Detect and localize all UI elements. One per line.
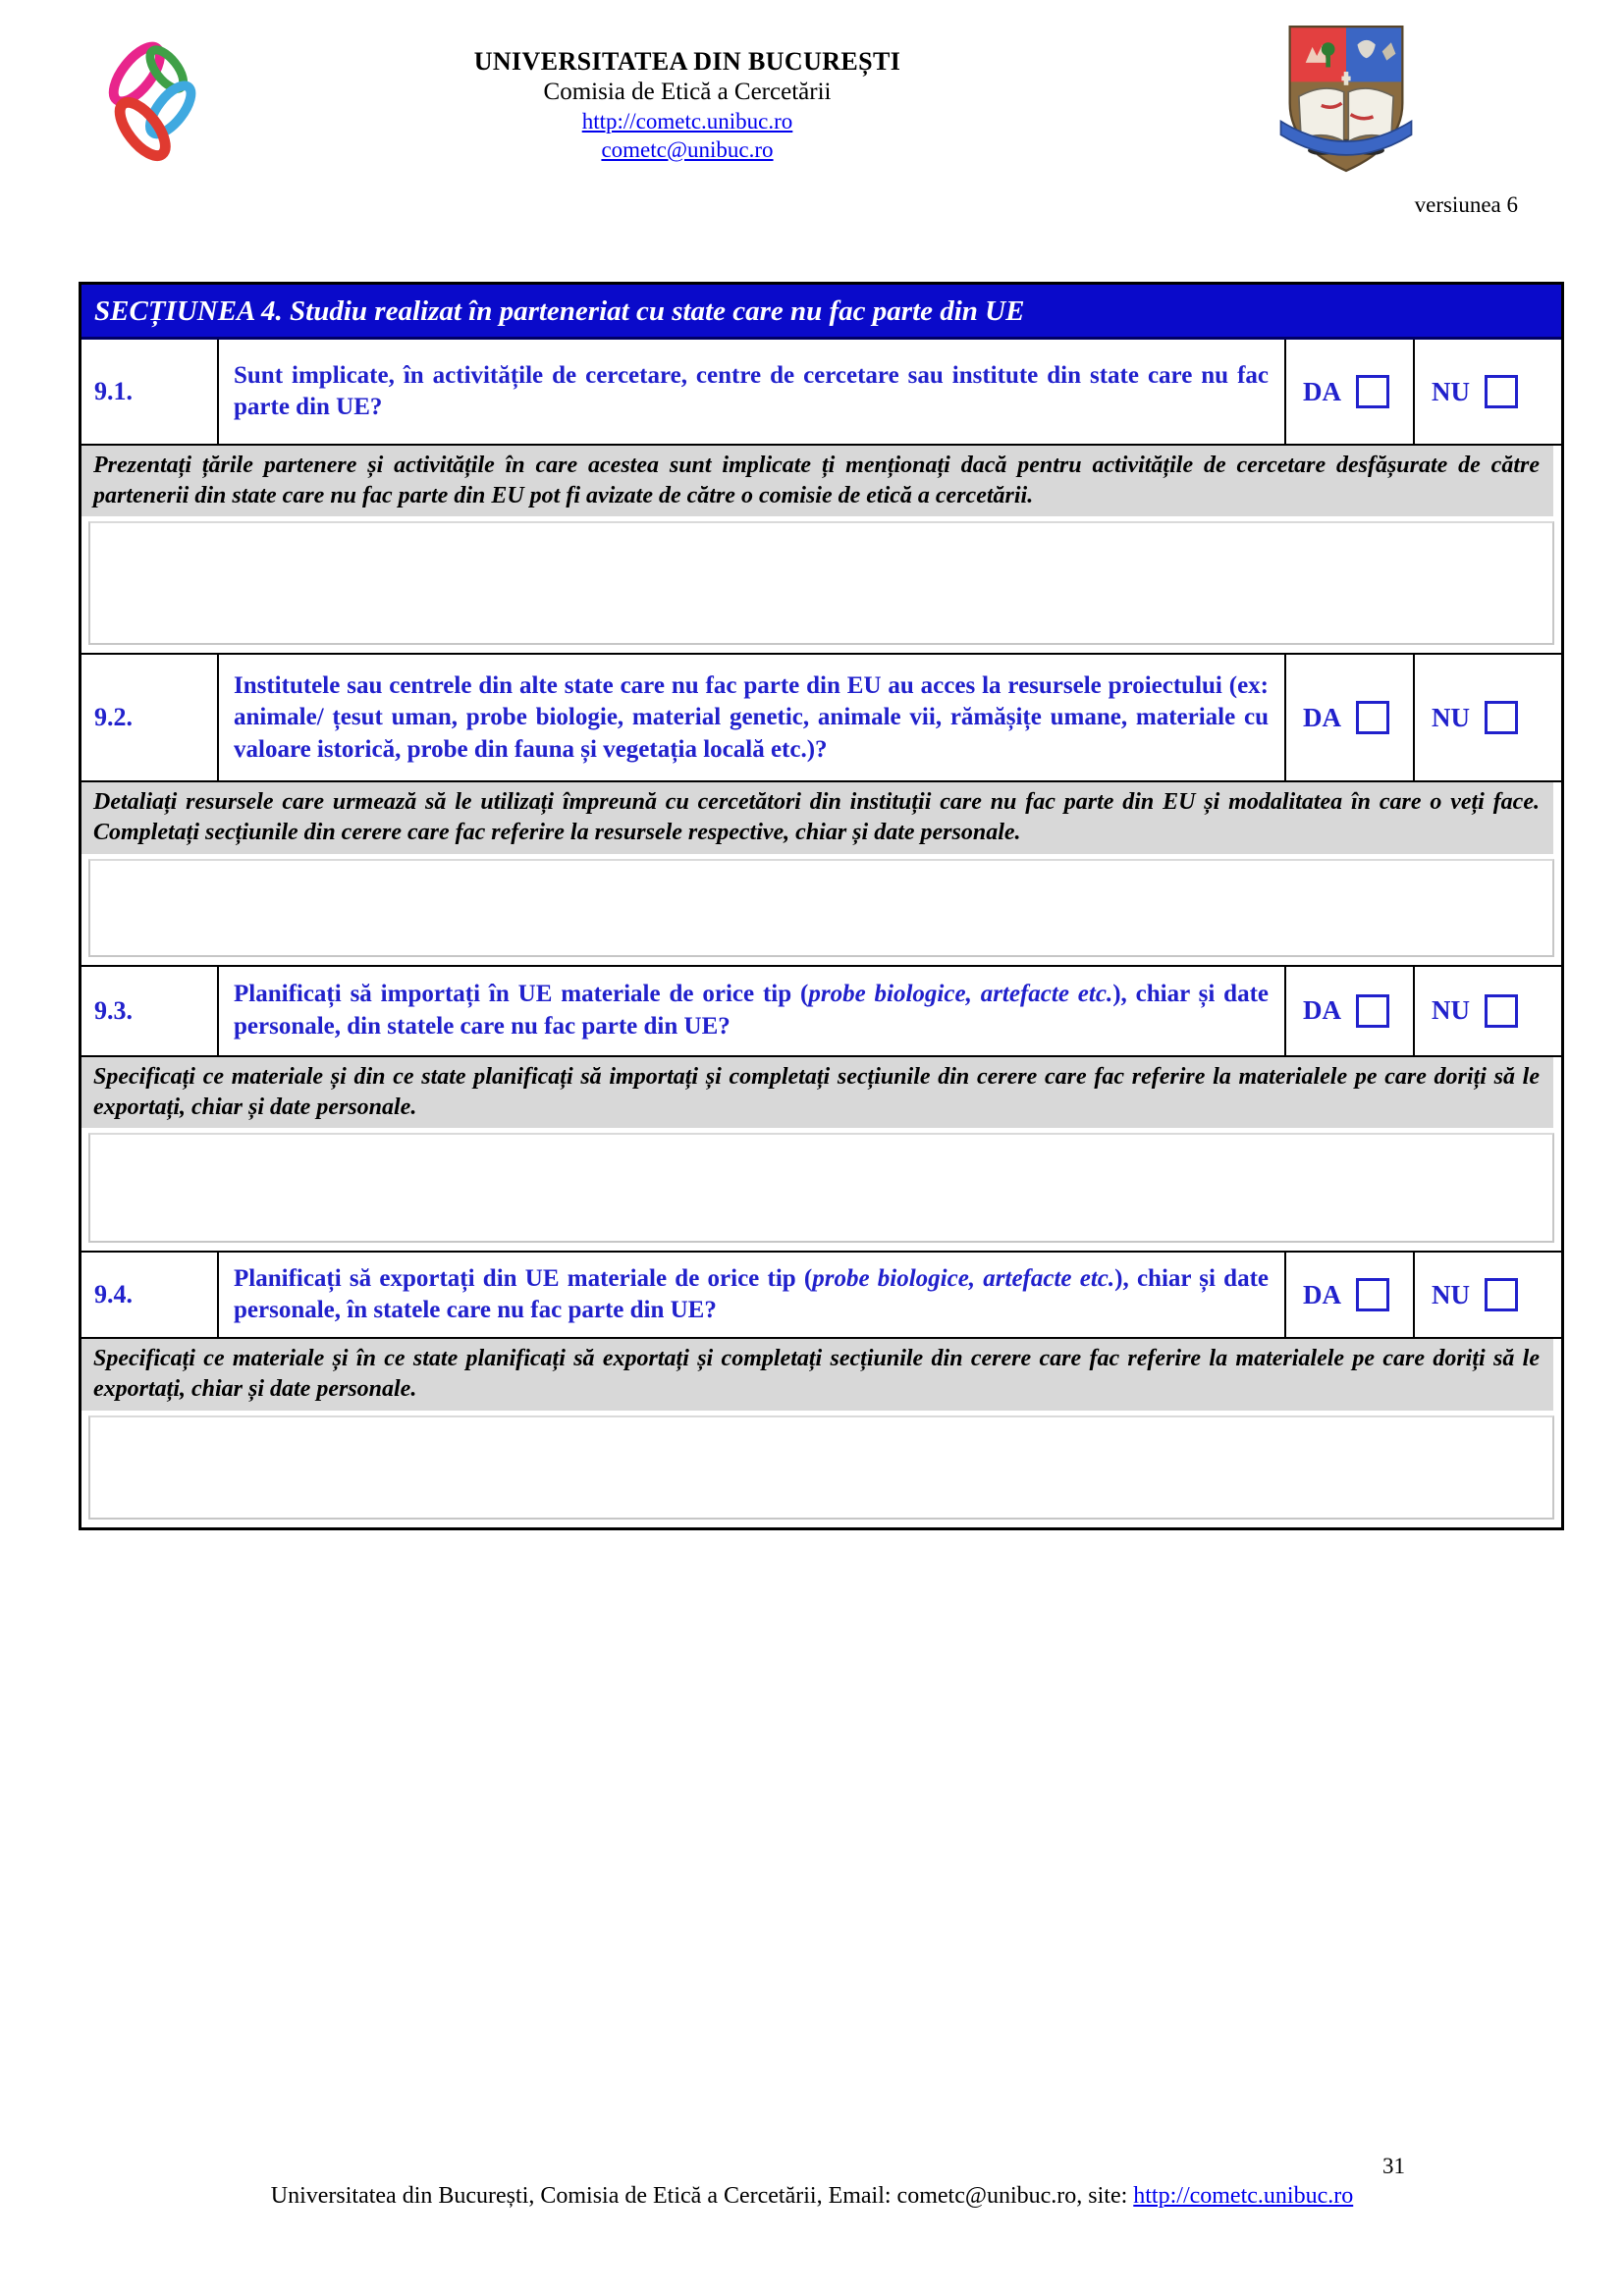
- instruction-9-4: Specificați ce materiale și în ce state planificați să exportați și completați secțiunile din cerere care fac referire la materialele pe care doriți să le exportați, chiar și date personale.: [81, 1339, 1561, 1413]
- q91-nu-checkbox[interactable]: [1485, 375, 1518, 408]
- answer-row-9-3: [81, 1131, 1561, 1251]
- da-label: DA: [1303, 995, 1341, 1026]
- footer-text: Universitatea din București, Comisia de Etică a Cercetării, Email: cometc@unibuc.ro, site:: [270, 2183, 1134, 2209]
- da-option: [1286, 655, 1413, 780]
- question-text: [219, 1253, 1286, 1337]
- nu-label: NU: [1432, 702, 1470, 732]
- q92-da-checkbox[interactable]: [1356, 701, 1389, 734]
- footer: [0, 2183, 1624, 2210]
- nu-option: [1413, 340, 1561, 444]
- q91-answer-box[interactable]: [88, 521, 1554, 645]
- header-titles: [363, 47, 1011, 163]
- website-link[interactable]: http://cometc.unibuc.ro: [581, 109, 793, 133]
- nu-label: NU: [1432, 376, 1470, 406]
- commission-name: Comisia de Etică a Cercetării: [543, 79, 832, 105]
- da-option: [1286, 967, 1413, 1055]
- question-text-italic: probe biologice, artefacte etc.: [812, 1264, 1115, 1292]
- question-text-part: ), chiar și date personale, din statele care nu fac parte din UE?: [234, 981, 1269, 1040]
- question-text-part: Institutele sau centrele din alte state care nu fac parte din EU au acces la resursele proiectului (ex: animale/ țesut uman, probe biologie, material genetic, animale vii, rămășițe umane, materiale cu valoare istorică, probe din fauna și vegetația locală etc.)?: [234, 671, 1269, 763]
- q92-answer-box[interactable]: [88, 859, 1554, 957]
- question-number: 9.2.: [81, 655, 219, 780]
- da-label: DA: [1303, 702, 1341, 732]
- da-option: [1286, 1253, 1413, 1337]
- section-title: SECȚIUNEA 4. Studiu realizat în parteneriat cu state care nu fac parte din UE: [81, 285, 1561, 340]
- question-text-part: ), chiar și date personale, în statele care nu fac parte din UE?: [234, 1264, 1269, 1324]
- da-option: [1286, 340, 1413, 444]
- question-text-part: Planificați să exportați din UE materiale de orice tip (: [234, 1264, 813, 1292]
- question-number: 9.4.: [81, 1253, 219, 1337]
- q93-answer-box[interactable]: [88, 1133, 1554, 1243]
- university-research-logo: [102, 27, 208, 175]
- instruction-9-2: Detaliați resursele care urmează să le utilizați împreună cu cercetători din instituții care nu fac parte din EU și modalitatea în care o veți face. Completați secțiunile din cerere care fac referire la resursele respective, chiar și date personale.: [81, 782, 1561, 856]
- question-text: [219, 340, 1286, 444]
- crest-icon: [1276, 18, 1416, 187]
- atom-rings-icon: [102, 27, 208, 175]
- question-row-9-3: [81, 965, 1561, 1057]
- q93-nu-checkbox[interactable]: [1485, 994, 1518, 1028]
- nu-option: [1413, 655, 1561, 780]
- q94-answer-box[interactable]: [88, 1415, 1554, 1520]
- question-number: 9.3.: [81, 967, 219, 1055]
- question-number: 9.1.: [81, 340, 219, 444]
- university-of-bucharest-crest: [1276, 18, 1416, 187]
- nu-label: NU: [1432, 995, 1470, 1026]
- instruction-9-3: Specificați ce materiale și din ce state planificați să importați și completați secțiunile din cerere care fac referire la materialele pe care doriți să le exportați, chiar și date personale.: [81, 1057, 1561, 1131]
- page-number: 31: [1382, 2154, 1405, 2178]
- question-row-9-4: [81, 1251, 1561, 1339]
- nu-option: [1413, 1253, 1561, 1337]
- instruction-9-1: Prezentați țările partenere și activitățile în care acestea sunt implicate ți menționați dacă pentru activitățile de cercetare desfășurate de către partenerii din state care nu fac parte din EU pot fi avizate de către o comisie de etică a cercetării.: [81, 446, 1561, 519]
- question-text: [219, 967, 1286, 1055]
- question-text-part: Sunt implicate, în activitățile de cercetare, centre de cercetare sau institute din state care nu fac parte din UE?: [234, 361, 1269, 420]
- university-name: UNIVERSITATEA DIN BUCUREȘTI: [473, 47, 901, 76]
- question-row-9-1: [81, 340, 1561, 446]
- nu-label: NU: [1432, 1279, 1470, 1309]
- answer-row-9-1: [81, 519, 1561, 653]
- da-label: DA: [1303, 376, 1341, 406]
- q92-nu-checkbox[interactable]: [1485, 701, 1518, 734]
- question-text: [219, 655, 1286, 780]
- email-link[interactable]: cometc@unibuc.ro: [601, 137, 774, 162]
- answer-row-9-4: [81, 1414, 1561, 1527]
- question-text-italic: probe biologice, artefacte etc.: [808, 981, 1113, 1008]
- q94-nu-checkbox[interactable]: [1485, 1278, 1518, 1311]
- nu-option: [1413, 967, 1561, 1055]
- version-label: versiunea 6: [1414, 192, 1518, 217]
- question-row-9-2: [81, 653, 1561, 782]
- answer-row-9-2: [81, 857, 1561, 965]
- q91-da-checkbox[interactable]: [1356, 375, 1389, 408]
- section4-table: [79, 282, 1564, 1530]
- footer-site-link[interactable]: http://cometc.unibuc.ro: [1133, 2183, 1354, 2209]
- da-label: DA: [1303, 1279, 1341, 1309]
- q93-da-checkbox[interactable]: [1356, 994, 1389, 1028]
- q94-da-checkbox[interactable]: [1356, 1278, 1389, 1311]
- question-text-part: Planificați să importați în UE materiale de orice tip (: [234, 981, 809, 1008]
